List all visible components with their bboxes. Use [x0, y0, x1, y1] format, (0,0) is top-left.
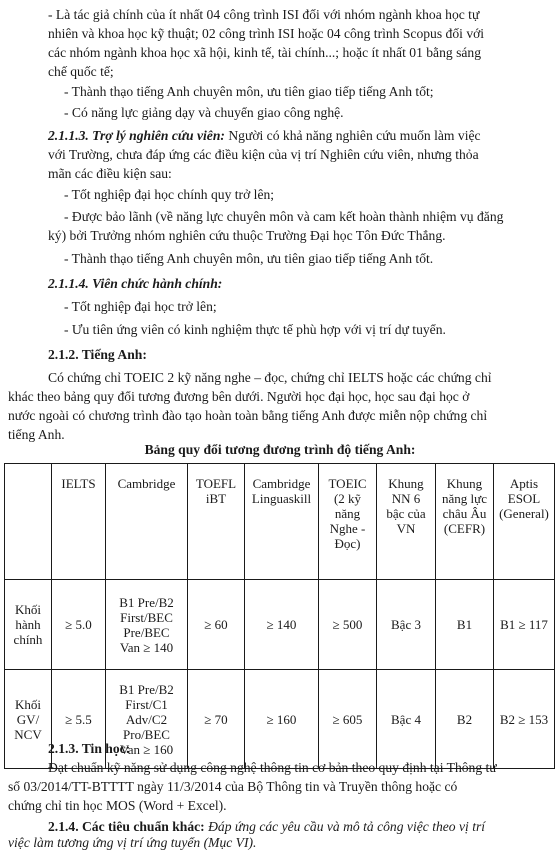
cell-text-line: ≥ 70	[204, 711, 228, 727]
section-2113-line: với Trường, chưa đáp ứng các điều kiện của vị trí Nghiên cứu viên, nhưng thỏa	[48, 147, 479, 162]
table-cell	[377, 670, 436, 769]
cell-text-line: Aptis	[509, 476, 539, 491]
cell-text-line: ≥ 160	[266, 711, 297, 727]
cell-text-line: GV/	[16, 711, 40, 727]
cell-text-line: (2 kỹ	[333, 491, 362, 506]
header-cell	[52, 464, 106, 580]
header-cell	[5, 464, 52, 580]
requirement-line: chế quốc tế;	[48, 64, 114, 79]
header-cell	[494, 464, 555, 580]
section-2114-item: - Tốt nghiệp đại học trở lên;	[64, 299, 217, 314]
cell-text-line: ESOL	[507, 491, 541, 506]
cell-text-line: Van ≥ 160	[119, 741, 174, 757]
section-2113-item: ký) bởi Trưởng nhóm nghiên cứu thuộc Trường Đại học Tôn Đức Thắng.	[48, 228, 446, 243]
cell-text-line: ≥ 140	[266, 617, 297, 632]
section-2113-item: - Thành thạo tiếng Anh chuyên môn, ưu tiên giao tiếp tiếng Anh tốt.	[64, 251, 434, 266]
cell-text-line: ≥ 5.0	[65, 617, 92, 632]
cell-text-line: B1 ≥ 117	[500, 617, 548, 632]
table-row	[5, 580, 555, 670]
cell-text-line: hành	[15, 617, 41, 632]
table-cell	[494, 580, 555, 670]
section-213-line: chứng chỉ tin học MOS (Word + Excel).	[8, 798, 227, 813]
cell-text-line: Cambridge	[252, 476, 311, 491]
table-caption: Bảng quy đổi tương đương trình độ tiếng Anh:	[144, 442, 416, 457]
table-cell	[106, 580, 188, 670]
cell-text-line: ≥ 605	[332, 711, 363, 727]
section-213-heading: 2.1.3. Tin học:	[48, 741, 131, 756]
table-cell	[245, 580, 319, 670]
table-cell	[319, 670, 377, 769]
header-cell	[106, 464, 188, 580]
cell-text-line: Linguaskill	[251, 491, 312, 506]
cell-text-line: ≥ 500	[332, 617, 363, 632]
cell-text-line: Bậc 3	[391, 617, 421, 632]
section-212-line: khác theo bảng quy đổi tương đương bên dưới. Người học đại học, học sau đại học ở	[8, 389, 470, 404]
cell-text-line: VN	[396, 521, 416, 536]
section-213-line: Đạt chuẩn kỹ năng sử dụng công nghệ thông tin cơ bản theo quy định tại Thông tư	[48, 760, 497, 775]
cell-text-line: Khung	[388, 476, 424, 491]
cell-text-line: B1 Pre/B2	[119, 681, 174, 697]
table-cell	[52, 580, 106, 670]
cell-text-line: ≥ 5.5	[65, 711, 92, 727]
header-cell	[188, 464, 245, 580]
section-214-line: việc làm tương ứng vị trí ứng tuyển (Mục VI).	[8, 835, 257, 850]
cell-text-line: TOEIC	[328, 476, 367, 491]
section-212-line: tiếng Anh.	[8, 427, 65, 442]
requirement-line: - Có năng lực giảng dạy và chuyển giao công nghệ.	[64, 105, 344, 120]
table-cell	[5, 670, 52, 769]
section-2114-heading: 2.1.1.4. Viên chức hành chính:	[48, 276, 223, 291]
section-212-line: Có chứng chỉ TOEIC 2 kỹ năng nghe – đọc, chứng chỉ IELTS hoặc các chứng chỉ	[48, 370, 492, 385]
cell-text-line: (CEFR)	[443, 521, 486, 536]
header-cell	[377, 464, 436, 580]
cell-text-line: năng	[334, 506, 361, 521]
english-equivalence-table	[4, 463, 555, 769]
cell-text-line: Đọc)	[334, 536, 361, 551]
cell-text-line: Khung	[446, 476, 483, 491]
cell-text-line: iBT	[205, 491, 227, 506]
cell-text-line: B1	[456, 617, 473, 632]
section-2113-item: - Tốt nghiệp đại học chính quy trở lên;	[64, 187, 275, 202]
cell-text-line: Bậc 4	[391, 711, 421, 727]
table-cell	[319, 580, 377, 670]
cell-text-line: B2	[456, 711, 473, 727]
table-cell	[436, 670, 494, 769]
cell-text-line: NN 6	[391, 491, 421, 506]
cell-text-line: B1 Pre/B2	[119, 594, 174, 610]
cell-text-line: TOEFL	[195, 476, 237, 491]
table-cell	[188, 580, 245, 670]
section-213-line: số 03/2014/TT-BTTTT ngày 11/3/2014 của Bộ Thông tin và Truyền thông hoặc có	[8, 779, 458, 794]
section-2114-item: - Ưu tiên ứng viên có kinh nghiệm thực tế phù hợp với vị trí dự tuyển.	[64, 322, 446, 337]
cell-text-line: châu Âu	[442, 506, 487, 521]
cell-text-line: Pre/BEC	[123, 624, 170, 640]
cell-text-line: First/BEC	[120, 609, 173, 625]
cell-text-line: Van ≥ 140	[119, 639, 174, 655]
cell-text-line: Khối	[15, 602, 41, 617]
requirement-line: - Là tác giả chính của ít nhất 04 công trình ISI đối với nhóm ngành khoa học tự	[48, 7, 480, 22]
section-214-text: Đáp ứng các yêu cầu và mô tả công việc theo vị trí	[204, 819, 486, 834]
cell-text-line: Cambridge	[117, 476, 176, 491]
cell-text-line: năng lực	[442, 491, 487, 506]
section-212-line: nước ngoài có chương trình đào tạo hoàn toàn bằng tiếng Anh được miễn nộp chứng chỉ	[8, 408, 488, 423]
requirement-line: - Thành thạo tiếng Anh chuyên môn, ưu tiên giao tiếp tiếng Anh tốt;	[64, 84, 434, 99]
cell-text-line: NCV	[14, 726, 42, 742]
cell-text-line: Khối	[15, 696, 41, 712]
table-cell	[245, 670, 319, 769]
table-cell	[188, 670, 245, 769]
table-cell	[377, 580, 436, 670]
cell-text-line: Adv/C2	[125, 711, 168, 727]
table-cell	[5, 580, 52, 670]
cell-text-line: First/C1	[125, 696, 168, 712]
section-2113-line: mãn các điều kiện sau:	[48, 166, 172, 181]
header-cell	[245, 464, 319, 580]
cell-text-line: Pro/BEC	[123, 726, 170, 742]
cell-text-line: chính	[13, 632, 43, 647]
cell-text-line: B2 ≥ 153	[499, 711, 549, 727]
cell-text-line: IELTS	[61, 476, 96, 491]
table-cell	[494, 670, 555, 769]
section-212-heading: 2.1.2. Tiếng Anh:	[48, 347, 147, 362]
section-2113-intro	[48, 127, 481, 145]
table-header-row	[5, 464, 555, 580]
requirement-line: nhiên và khoa học kỹ thuật; 02 công trình ISI hoặc 04 công trình Scopus đối với	[48, 26, 485, 41]
header-cell	[436, 464, 494, 580]
header-cell	[319, 464, 377, 580]
cell-text-line: Nghe -	[329, 521, 366, 536]
cell-text-line: (General)	[499, 506, 549, 521]
section-214-heading: 2.1.4. Các tiêu chuẩn khác:	[48, 819, 205, 834]
table-cell	[436, 580, 494, 670]
section-2113-heading: 2.1.1.3. Trợ lý nghiên cứu viên:	[48, 128, 225, 143]
cell-text-line: ≥ 60	[204, 617, 228, 632]
requirement-line: các nhóm ngành khoa học xã hội, kinh tế, tài chính...; hoặc ít nhất 01 bằng sáng	[48, 45, 482, 60]
section-2113-item: - Được bảo lãnh (về năng lực chuyên môn và cam kết hoàn thành nhiệm vụ đăng	[64, 209, 504, 224]
section-2113-intro-text: Người có khả năng nghiên cứu muốn làm việc	[224, 128, 481, 143]
cell-text-line: bậc của	[386, 506, 426, 521]
